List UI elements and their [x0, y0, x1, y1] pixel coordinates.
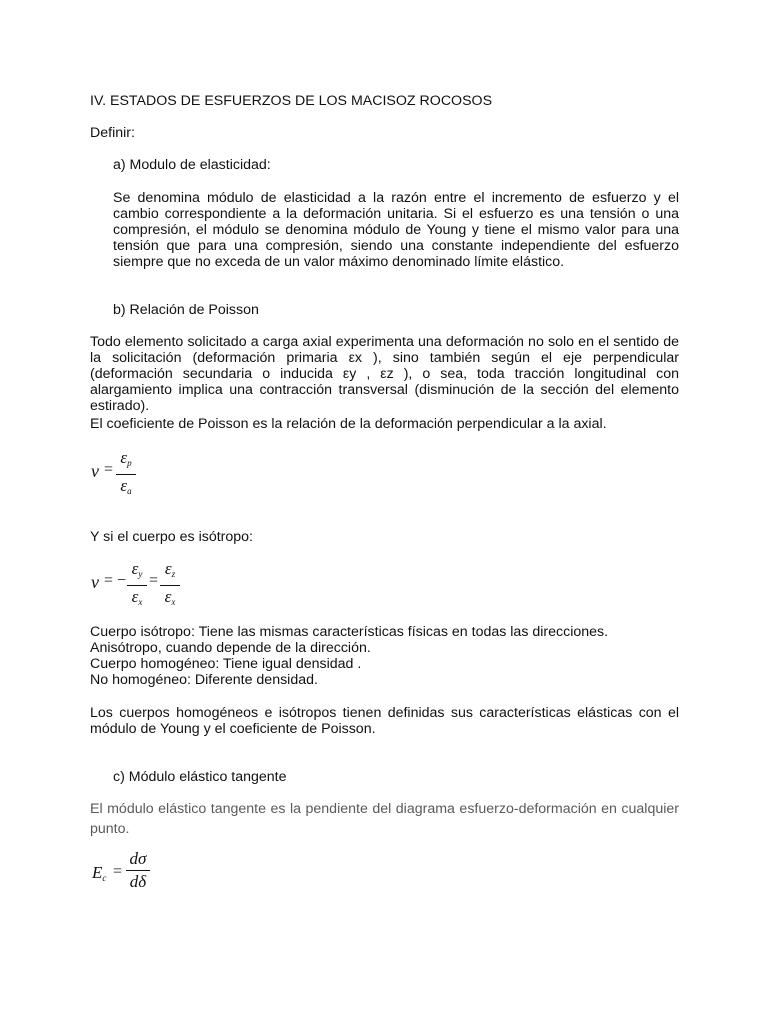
formula3-eq: =	[113, 863, 123, 880]
formula2-fraction-2	[160, 560, 180, 611]
definition-homogeneo: Cuerpo homogéneo: Tiene igual densidad .	[90, 656, 362, 672]
formula2-f2-den: ε	[164, 587, 172, 606]
formula2-f1-den-sub: x	[138, 597, 143, 607]
section-c-body: El módulo elástico tangente es la pendiente del diagrama esfuerzo-deformación en cualquier punto.	[90, 801, 679, 837]
section-b-title: b) Relación de Poisson	[113, 302, 259, 318]
section-b-body-1: Todo elemento solicitado a carga axial experimenta una deformación no solo en el sentido de la solicitación (deformación primaria εx ), sino también según el eje perpendicular (deformación secundaria o inducida εy , εz ), o sea, toda tracción longitudinal con alargamiento implica una contracción transversal (disminución de la sección del elemento estirado).	[90, 334, 679, 414]
formula3-fraction	[126, 850, 150, 891]
isotropo-intro: Y si el cuerpo es isótropo:	[90, 529, 253, 545]
formula1-den-sub: a	[127, 486, 132, 496]
formula2-f1-num: ε	[131, 559, 139, 578]
formula3-lhs-main: E	[92, 863, 103, 882]
formula1-den: ε	[120, 476, 128, 495]
section-c-title: c) Módulo elástico tangente	[113, 769, 287, 785]
formula3-num: dσ	[129, 849, 147, 868]
formula2-f2-den-sub: x	[171, 597, 176, 607]
definir-label: Definir:	[90, 125, 135, 141]
formula2-lhs: ν	[91, 572, 99, 592]
formula2-f1-num-sub: y	[138, 569, 143, 579]
formula2-f2-num-sub: z	[171, 569, 176, 579]
formula2-f2-num: ε	[164, 559, 172, 578]
formula2-eq: = −	[104, 572, 127, 589]
formula1-num-sub: p	[127, 458, 132, 468]
formula2-eq2: =	[149, 572, 159, 589]
section-a-title: a) Modulo de elasticidad:	[113, 157, 271, 173]
section-a-body: Se denomina módulo de elasticidad a la razón entre el incremento de esfuerzo y el cambio correspondiente a la deformación unitaria. Si el esfuerzo es una tensión o una compresión, el módulo se denomina módulo de Young y tiene el mismo valor para una tensión que para una compresión, siendo una constante independiente del esfuerzo siempre que no exceda de un valor máximo denominado límite elástico.	[113, 190, 679, 270]
formula2-f1-den: ε	[131, 587, 139, 606]
formula2-fraction-1	[127, 560, 147, 611]
formula1-lhs: ν	[91, 461, 99, 481]
formula3-lhs	[92, 863, 106, 883]
definition-isotropo: Cuerpo isótropo: Tiene las mismas características físicas en todas las direcciones.	[90, 624, 609, 640]
section-b-body-2: El coeficiente de Poisson es la relación de la deformación perpendicular a la axial.	[90, 416, 607, 432]
formula1-num: ε	[120, 448, 128, 467]
definition-no-homogeneo: No homogéneo: Diferente densidad.	[90, 672, 318, 688]
page-heading: IV. ESTADOS DE ESFUERZOS DE LOS MACISOZ ROCOSOS	[90, 93, 493, 109]
formula1-fraction	[116, 449, 136, 500]
formula3-den: dδ	[129, 872, 147, 891]
formula1-eq: =	[104, 461, 114, 478]
formula3-lhs-sub: c	[102, 873, 107, 883]
definition-anisotropo: Anisótropo, cuando depende de la dirección.	[90, 640, 371, 656]
section-b-body-3: Los cuerpos homogéneos e isótropos tienen definidas sus características elásticas con el módulo de Young y el coeficiente de Poisson.	[90, 705, 679, 737]
